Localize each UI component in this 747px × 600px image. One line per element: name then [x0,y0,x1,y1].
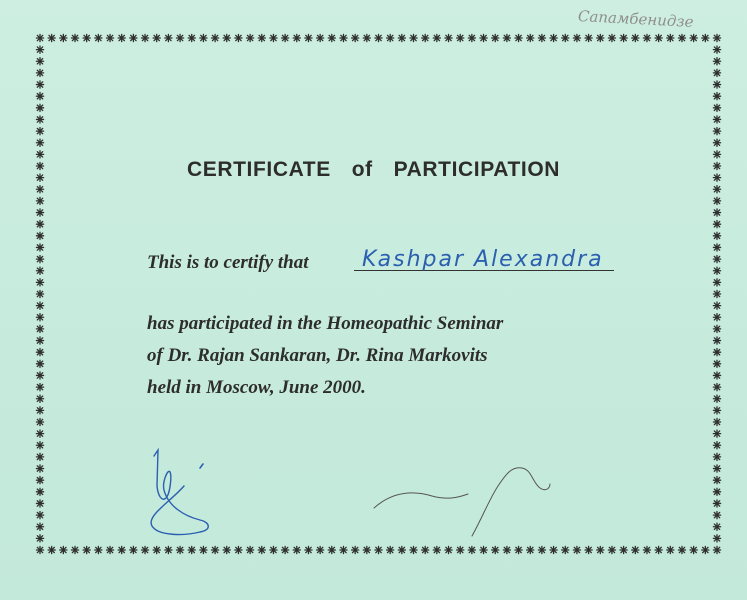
border-ornament [106,34,113,41]
border-ornament [503,34,510,41]
border-ornament [573,34,580,41]
corner-note-text: Сапамбенидзе [577,6,694,32]
border-ornament [713,325,720,332]
border-ornament [713,314,720,321]
border-ornament [410,546,417,553]
border-ornament [176,34,183,41]
border-ornament [597,546,604,553]
border-ornament [363,34,370,41]
border-ornament [468,546,475,553]
border-ornament [36,127,43,134]
border-ornament [48,546,55,553]
border-ornament [713,477,720,484]
border-ornament [538,546,545,553]
border-ornament [188,546,195,553]
border-ornament [713,465,720,472]
border-ornament [36,453,43,460]
border-ornament [223,546,230,553]
border-ornament [36,34,43,41]
border-ornament [713,81,720,88]
border-ornament [422,546,429,553]
border-ornament [515,546,522,553]
border-ornament [258,34,265,41]
border-ornament [328,546,335,553]
border-ornament [713,500,720,507]
border-ornament [141,546,148,553]
border-ornament [538,34,545,41]
border-ornament [515,34,522,41]
border-ornament [667,546,674,553]
border-ornament [317,546,324,553]
border-ornament [36,93,43,100]
border-ornament [165,34,172,41]
border-ornament [130,34,137,41]
border-ornament [36,535,43,542]
border-ornament [188,34,195,41]
border-ornament [36,116,43,123]
border-ornament [713,197,720,204]
border-ornament [503,546,510,553]
border-ornament [608,34,615,41]
border-ornament [36,546,43,553]
border-ornament [352,546,359,553]
participant-name-text: Kashpar Alexandra [362,247,604,272]
border-ornament [387,546,394,553]
border-ornament [305,34,312,41]
border-ornament [153,34,160,41]
border-ornament [71,546,78,553]
border-ornament [678,34,685,41]
border-ornament [713,267,720,274]
border-ornament [713,349,720,356]
body-line-1: has participated in the Homeopathic Seminar [147,313,504,334]
border-ornament [60,34,67,41]
border-ornament [713,418,720,425]
border-ornament [713,69,720,76]
border-ornament [643,34,650,41]
border-ornament [200,546,207,553]
border-ornament [713,186,720,193]
border-ornament [480,546,487,553]
signature-left [140,446,220,538]
border-ornament [36,302,43,309]
border-ornament [211,34,218,41]
border-ornament [713,151,720,158]
border-ornament [282,34,289,41]
border-ornament [36,442,43,449]
border-ornament [713,372,720,379]
border-ornament [36,81,43,88]
border-ornament [585,34,592,41]
border-ornament [667,34,674,41]
border-ornament [410,34,417,41]
border-ornament [713,209,720,216]
border-ornament [433,34,440,41]
border-ornament [480,34,487,41]
border-ornament [36,465,43,472]
border-ornament [492,546,499,553]
border-ornament [713,407,720,414]
border-ornament [36,267,43,274]
border-ornament [340,34,347,41]
border-ornament [713,488,720,495]
border-ornament [36,337,43,344]
border-ornament [713,302,720,309]
border-ornament [655,34,662,41]
border-ornament [713,104,720,111]
border-ornament [713,395,720,402]
border-ornament [445,34,452,41]
border-ornament [36,69,43,76]
body-line-3: held in Moscow, June 2000. [147,377,366,398]
border-ornament [713,442,720,449]
border-ornament [702,34,709,41]
border-ornament [83,34,90,41]
body-line-2: of Dr. Rajan Sankaran, Dr. Rina Markovits [147,345,488,366]
border-ornament [620,546,627,553]
border-ornament [713,523,720,530]
border-ornament [36,209,43,216]
border-ornament [713,279,720,286]
border-ornament [398,546,405,553]
border-ornament [632,546,639,553]
border-ornament [328,34,335,41]
border-ornament [632,34,639,41]
border-ornament [585,546,592,553]
border-ornament [83,546,90,553]
border-ornament [702,546,709,553]
border-ornament [36,477,43,484]
border-ornament [36,58,43,65]
border-ornament [340,546,347,553]
border-ornament [422,34,429,41]
border-ornament [317,34,324,41]
border-ornament [713,232,720,239]
border-ornament [95,546,102,553]
border-ornament [118,546,125,553]
border-ornament [713,546,720,553]
border-ornament [573,546,580,553]
border-ornament [643,546,650,553]
border-ornament [527,34,534,41]
border-ornament [550,546,557,553]
border-ornament [270,546,277,553]
border-ornament [713,535,720,542]
border-ornament [247,34,254,41]
border-ornament [713,511,720,518]
border-ornament [713,34,720,41]
border-ornament [235,34,242,41]
border-ornament [211,546,218,553]
border-ornament [387,34,394,41]
border-ornament [36,186,43,193]
border-ornament [608,546,615,553]
border-ornament [352,34,359,41]
border-ornament [36,395,43,402]
border-ornament [713,127,720,134]
border-ornament [375,34,382,41]
certificate-title: CERTIFICATE of PARTICIPATION [186,158,561,181]
border-ornament [713,93,720,100]
border-ornament [293,546,300,553]
border-ornament [713,221,720,228]
border-ornament [713,58,720,65]
border-ornament [375,546,382,553]
border-ornament [36,104,43,111]
border-ornament [713,255,720,262]
border-ornament [398,34,405,41]
border-ornament [36,325,43,332]
border-ornament [36,500,43,507]
border-ornament [293,34,300,41]
border-ornament [48,34,55,41]
border-ornament [141,34,148,41]
border-ornament [468,34,475,41]
border-ornament [36,430,43,437]
participant-name [360,242,620,276]
border-ornament [36,418,43,425]
border-ornament [36,383,43,390]
border-ornament [445,546,452,553]
border-ornament [36,197,43,204]
border-ornament [165,546,172,553]
border-ornament [36,372,43,379]
border-ornament [258,546,265,553]
border-ornament [36,360,43,367]
border-ornament [36,151,43,158]
border-ornament [597,34,604,41]
border-ornament [247,546,254,553]
border-ornament [95,34,102,41]
border-ornament [36,349,43,356]
border-ornament [36,314,43,321]
border-ornament [678,546,685,553]
border-ornament [713,46,720,53]
border-ornament [71,34,78,41]
border-ornament [562,34,569,41]
border-ornament [457,546,464,553]
border-ornament [36,244,43,251]
border-ornament [270,34,277,41]
border-ornament [620,34,627,41]
border-ornament [235,546,242,553]
border-ornament [562,546,569,553]
border-ornament [176,546,183,553]
border-ornament [223,34,230,41]
border-ornament [713,139,720,146]
border-ornament [282,546,289,553]
border-ornament [36,523,43,530]
border-ornament [713,244,720,251]
border-ornament [305,546,312,553]
border-ornament [550,34,557,41]
border-ornament [36,46,43,53]
border-ornament [36,232,43,239]
border-ornament [527,546,534,553]
border-ornament [713,116,720,123]
border-ornament [713,383,720,390]
border-ornament [36,511,43,518]
border-ornament [200,34,207,41]
border-ornament [713,290,720,297]
border-ornament [433,546,440,553]
border-ornament [457,34,464,41]
signature-right [372,458,562,538]
border-ornament [36,221,43,228]
border-ornament [106,546,113,553]
border-ornament [36,290,43,297]
border-ornament [690,34,697,41]
border-ornament [713,453,720,460]
border-ornament [60,546,67,553]
border-ornament [153,546,160,553]
border-ornament [130,546,137,553]
border-ornament [36,279,43,286]
border-ornament [713,337,720,344]
border-ornament [713,430,720,437]
border-ornament [118,34,125,41]
border-ornament [36,488,43,495]
border-ornament [655,546,662,553]
border-ornament [36,255,43,262]
border-ornament [36,407,43,414]
border-ornament [36,139,43,146]
border-ornament [713,360,720,367]
border-ornament [492,34,499,41]
certify-text: This is to certify that [147,252,309,273]
border-ornament [690,546,697,553]
border-ornament [363,546,370,553]
